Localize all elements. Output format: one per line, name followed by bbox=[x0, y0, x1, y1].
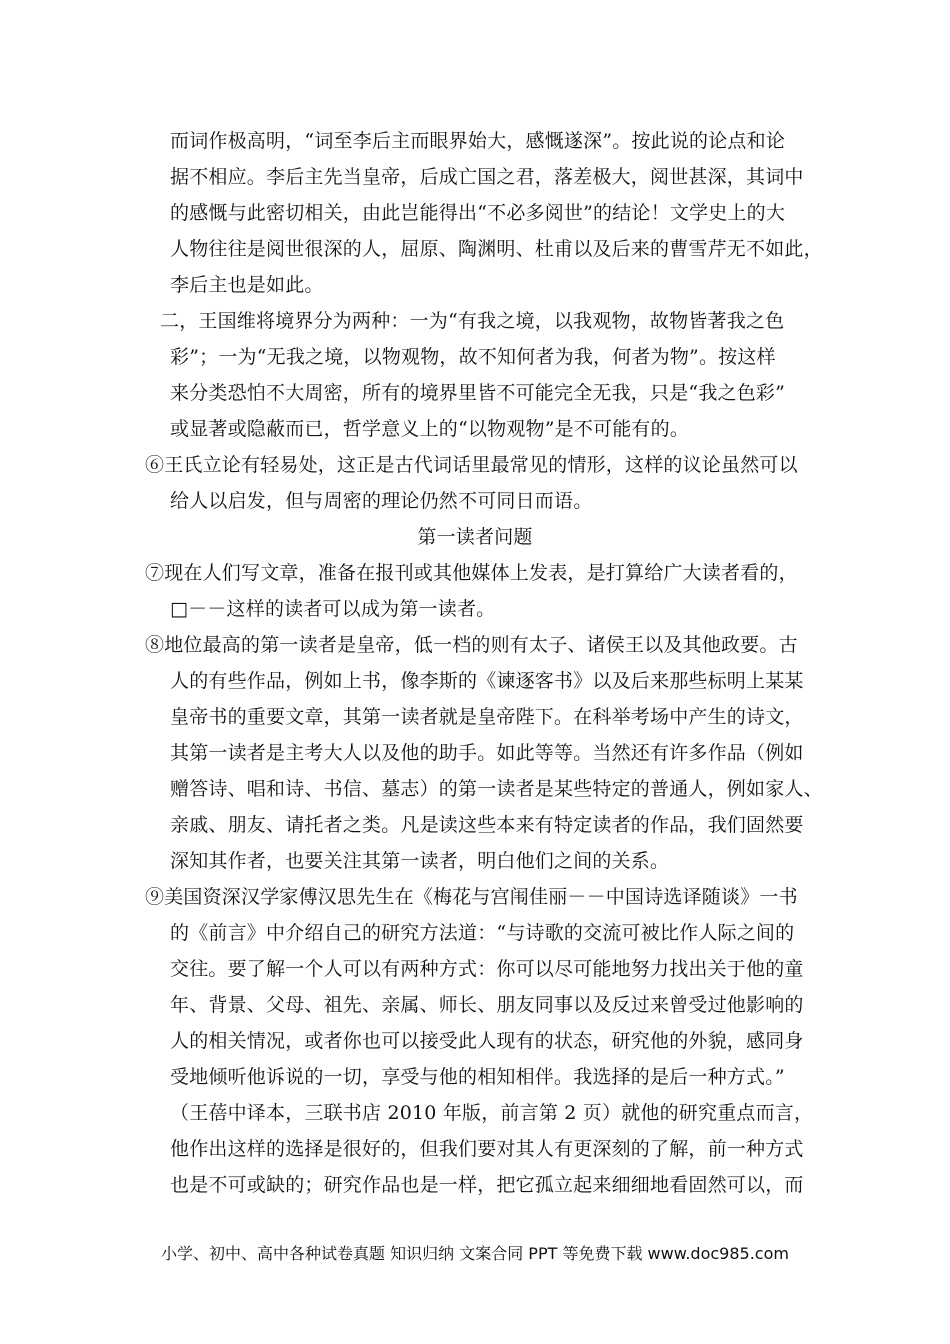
page-footer: 小学、初中、高中各种试卷真题 知识归纳 文案合同 PPT 等免费下载 www.doc985.com bbox=[161, 1244, 789, 1263]
text-line: 彩”；一为“无我之境，以物观物，故不知何者为我，何者为物”。按这样 bbox=[170, 346, 776, 368]
section-heading: 第一读者问题 bbox=[417, 526, 533, 548]
text-line: 来分类恐怕不大周密，所有的境界里皆不可能完全无我，只是“我之色彩” bbox=[170, 382, 786, 404]
text-line: 皇帝书的重要文章，其第一读者就是皇帝陛下。在科举考场中产生的诗文， bbox=[170, 706, 804, 728]
paragraph-6-start: ⑥王氏立论有轻易处，这正是古代词话里最常见的情形，这样的议论虽然可以 bbox=[145, 454, 798, 476]
text-line: 亲戚、朋友、请托者之类。凡是读这些本来有特定读者的作品，我们固然要 bbox=[170, 814, 804, 836]
text-line: 的感慨与此密切相关，由此岂能得出“不必多阅世”的结论！文学史上的大 bbox=[170, 202, 786, 224]
text-line: 据不相应。李后主先当皇帝，后成亡国之君，落差极大，阅世甚深，其词中 bbox=[170, 166, 804, 188]
text-line: 深知其作者，也要关注其第一读者，明白他们之间的关系。 bbox=[170, 850, 670, 872]
text-line: 赠答诗、唱和诗、书信、墓志）的第一读者是某些特定的普通人，例如家人、 bbox=[170, 778, 823, 800]
text-line: □－－这样的读者可以成为第一读者。 bbox=[170, 598, 496, 620]
text-line: 其第一读者是主考大人以及他的助手。如此等等。当然还有许多作品（例如 bbox=[170, 742, 804, 764]
text-line: 人物往往是阅世很深的人，屈原、陶渊明、杜甫以及后来的曹雪芹无不如此， bbox=[170, 238, 823, 260]
text-line: （王蓓中译本，三联书店 2010 年版，前言第 2 页）就他的研究重点而言， bbox=[170, 1102, 814, 1124]
paragraph-7-start: ⑦现在人们写文章，准备在报刊或其他媒体上发表，是打算给广大读者看的， bbox=[145, 562, 798, 584]
text-line: 交往。要了解一个人可以有两种方式：你可以尽可能地努力找出关于他的童 bbox=[170, 958, 804, 980]
text-line: 给人以启发，但与周密的理论仍然不可同日而语。 bbox=[170, 490, 593, 512]
text-line: 而词作极高明，“词至李后主而眼界始大，感慨遂深”。按此说的论点和论 bbox=[170, 130, 786, 152]
paragraph-8-start: ⑧地位最高的第一读者是皇帝，低一档的则有太子、诸侯王以及其他政要。古 bbox=[145, 634, 798, 656]
text-line: 人的有些作品，例如上书，像李斯的《谏逐客书》以及后来那些标明上某某 bbox=[170, 670, 804, 692]
text-line: 也是不可或缺的；研究作品也是一样，把它孤立起来细细地看固然可以，而 bbox=[170, 1174, 804, 1196]
text-line: 人的相关情况，或者你也可以接受此人现有的状态，研究他的外貌，感同身 bbox=[170, 1030, 804, 1052]
text-line: 他作出这样的选择是很好的，但我们要对其人有更深刻的了解，前一种方式 bbox=[170, 1138, 804, 1160]
text-line: 二，王国维将境界分为两种：一为“有我之境，以我观物，故物皆著我之色 bbox=[160, 310, 785, 332]
text-line: 或显著或隐蔽而已，哲学意义上的“以物观物”是不可能有的。 bbox=[170, 418, 690, 440]
text-line: 年、背景、父母、祖先、亲属、师长、朋友同事以及反过来曾受过他影响的 bbox=[170, 994, 804, 1016]
text-line: 的《前言》中介绍自己的研究方法道：“与诗歌的交流可被比作人际之间的 bbox=[170, 922, 795, 944]
paragraph-9-start: ⑨美国资深汉学家傅汉思先生在《梅花与宫闱佳丽－－中国诗选译随谈》一书 bbox=[145, 886, 798, 908]
text-line: 受地倾听他诉说的一切，享受与他的相知相伴。我选择的是后一种方式。” bbox=[170, 1066, 785, 1088]
text-line: 李后主也是如此。 bbox=[170, 274, 324, 296]
